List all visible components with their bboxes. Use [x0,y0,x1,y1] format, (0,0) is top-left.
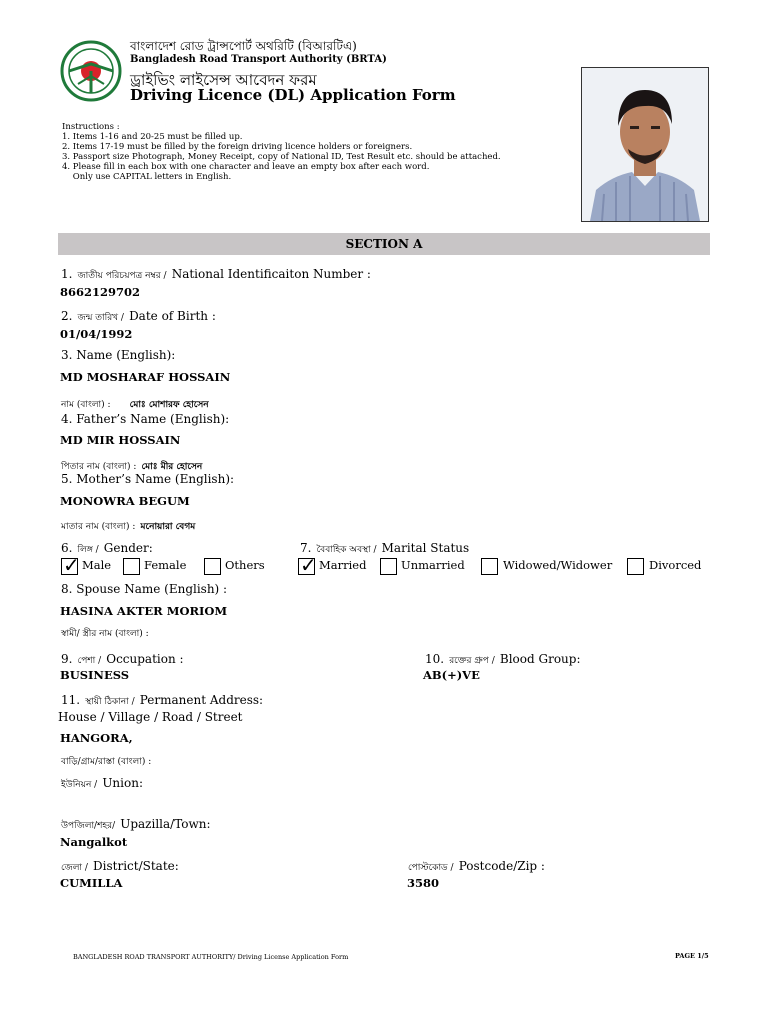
instruction-line: 3. Passport size Photograph, Money Receipt, copy of National ID, Test Result etc. should be attached. [62,152,501,162]
district-value: CUMILLA [60,876,123,890]
spouse-label: 8. Spouse Name (English) : [61,582,228,596]
instruction-line: 2. Items 17-19 must be filled by the foreign driving licence holders or foreigners. [62,142,413,152]
dob-label: 2. জন্ম তারিখ / Date of Birth : [61,309,216,323]
marital-widowed-checkbox[interactable] [481,558,498,575]
name-label: 3. Name (English): [61,348,176,362]
marital-label: 7. বৈবাহিক অবস্থা / Marital Status [300,541,470,555]
nid-label: 1. জাতীয় পরিচয়পত্র নম্বর / National Identificaiton Number : [61,267,371,281]
address-label: 11. স্থায়ী ঠিকানা / Permanent Address: [61,693,264,707]
upazila-label: উপজিলা/শহর/ Upazilla/Town: [61,817,211,831]
gender-label: 6. লিঙ্গ / Gender: [61,541,153,555]
union-label: ইউনিয়ন / Union: [61,776,143,790]
gender-others-checkbox[interactable] [204,558,221,575]
father-label: 4. Father’s Name (English): [61,412,230,426]
upazila-value: Nangalkot [60,835,128,849]
spouse-bn-label: স্বামী/ স্ত্রীর নাম (বাংলা) : [61,629,149,639]
mother-label: 5. Mother’s Name (English): [61,472,235,486]
nid-value: 8662129702 [60,285,141,299]
instruction-line: 4. Please fill in each box with one character and leave an empty box after each word. [62,162,430,172]
gender-female-checkbox[interactable] [123,558,140,575]
district-label: জেলা / District/State: [61,859,179,873]
person-photo-icon [582,68,708,221]
page-number: PAGE 1/5 [675,952,709,960]
instructions [62,122,501,182]
gender-female-label: Female [144,558,187,572]
name-bn-row: নাম (বাংলা) : মোঃ মোশারফ হোসেন [61,400,209,410]
blood-group-value: AB(+)VE [423,668,480,682]
mother-bn-row: মাতার নাম (বাংলা) : মনোয়ারা বেগম [61,522,196,532]
father-value: MD MIR HOSSAIN [60,433,181,447]
instruction-line: Instructions : [62,122,120,132]
footer-org: BANGLADESH ROAD TRANSPORT AUTHORITY/ Driving License Application Form [73,953,349,961]
form-title-en: Driving Licence (DL) Application Form [130,86,456,104]
blood-group-label: 10. রক্তের গ্রুপ / Blood Group: [425,652,581,666]
occupation-label: 9. পেশা / Occupation : [61,652,184,666]
dob-value: 01/04/1992 [60,327,133,341]
occupation-value: BUSINESS [60,668,130,682]
brta-logo [60,40,122,102]
checkmark-icon: ✓ [300,553,317,577]
postcode-value: 3580 [407,876,440,890]
mother-value: MONOWRA BEGUM [60,494,190,508]
house-value: HANGORA, [60,731,133,745]
name-value: MD MOSHARAF HOSSAIN [60,370,231,384]
marital-unmarried-label: Unmarried [401,558,465,572]
gender-male-label: Male [82,558,112,572]
marital-divorced-checkbox[interactable] [627,558,644,575]
form-title-bn: ড্রাইভিং লাইসেন্স আবেদন ফরম [130,71,317,89]
gender-others-label: Others [225,558,265,572]
marital-divorced-label: Divorced [649,558,702,572]
section-a-header: SECTION A [58,233,710,255]
instruction-line: Only use CAPITAL letters in English. [62,172,232,182]
house-label: House / Village / Road / Street [58,710,243,724]
marital-widowed-label: Widowed/Widower [503,558,613,572]
instruction-line: 1. Items 1-16 and 20-25 must be filled up. [62,132,243,142]
postcode-label: পোস্টকোড / Postcode/Zip : [408,859,545,873]
house-bn-label: বাড়ি/গ্রাম/রাস্তা (বাংলা) : [61,757,152,767]
marital-married-label: Married [319,558,367,572]
org-name-en: Bangladesh Road Transport Authority (BRTA) [130,54,387,65]
spouse-value: HASINA AKTER MORIOM [60,604,228,618]
father-bn-row: পিতার নাম (বাংলা) : মোঃ মীর হোসেন [61,462,203,472]
marital-married-checkbox[interactable] [298,553,317,577]
org-name-bn: বাংলাদেশ রোড ট্রান্সপোর্ট অথরিটি (বিআরটিএ) [130,39,357,53]
applicant-photo [581,67,709,222]
checkmark-icon: ✓ [63,553,80,577]
marital-unmarried-checkbox[interactable] [380,558,397,575]
gender-male-checkbox[interactable] [61,553,80,577]
